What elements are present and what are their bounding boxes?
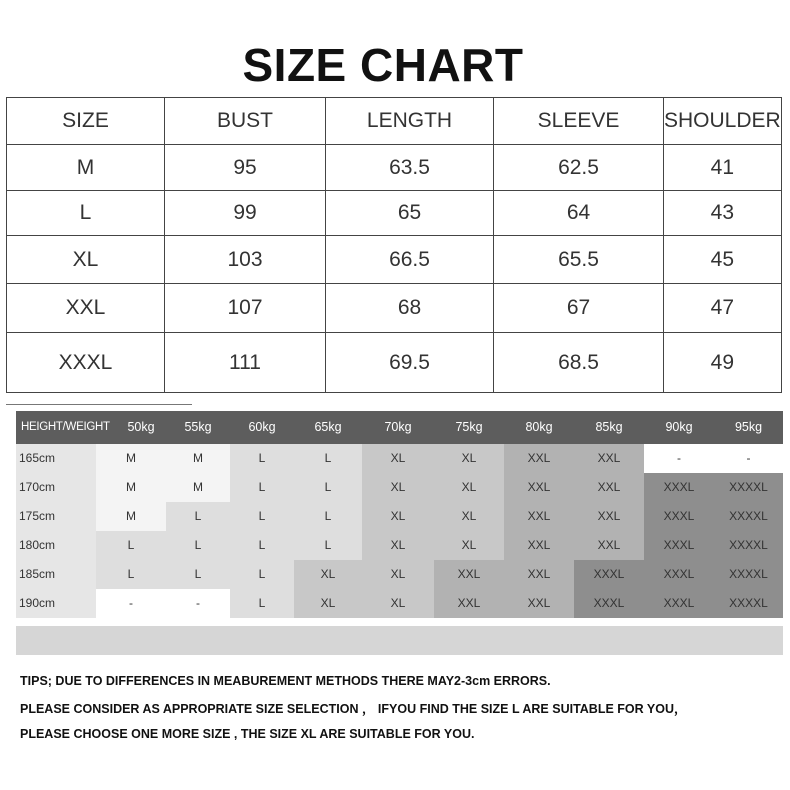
- cell-sleeve: 68.5: [494, 333, 664, 393]
- cell-bust: 99: [165, 191, 326, 236]
- table-row: [7, 191, 782, 236]
- size-cell: L: [166, 560, 230, 589]
- cell-sleeve: 62.5: [494, 145, 664, 191]
- size-cell: -: [96, 589, 166, 618]
- size-cell: L: [230, 560, 294, 589]
- height-label: 175cm: [16, 502, 96, 531]
- size-cell: XL: [434, 531, 504, 560]
- size-cell: XXXL: [644, 473, 714, 502]
- size-cell: XXL: [574, 531, 644, 560]
- grid-footer-band: [16, 626, 783, 655]
- table-row: [16, 502, 783, 531]
- cell-sleeve: 64: [494, 191, 664, 236]
- size-cell: L: [294, 473, 362, 502]
- size-cell: L: [166, 502, 230, 531]
- weight-header-55kg: 55kg: [184, 420, 212, 434]
- weight-header-65kg: 65kg: [314, 420, 342, 434]
- size-cell: XXXXL: [714, 531, 783, 560]
- height-label: 185cm: [16, 560, 96, 589]
- table-row: [16, 444, 783, 473]
- size-cell: XL: [362, 444, 434, 473]
- cell-shoulder: 49: [664, 333, 782, 393]
- height-label: 190cm: [16, 589, 96, 618]
- size-cell: XXXXL: [714, 502, 783, 531]
- weight-header-80kg: 80kg: [525, 420, 553, 434]
- size-cell: L: [230, 502, 294, 531]
- height-label: 170cm: [16, 473, 96, 502]
- table-row: [16, 560, 783, 589]
- weight-header-70kg: 70kg: [384, 420, 412, 434]
- size-cell: XL: [362, 560, 434, 589]
- weight-header-90kg: 90kg: [665, 420, 693, 434]
- table-row: [7, 145, 782, 191]
- size-cell: M: [166, 473, 230, 502]
- size-cell: XXL: [434, 560, 504, 589]
- size-cell: M: [166, 444, 230, 473]
- size-cell: XXL: [574, 502, 644, 531]
- tip-line-1: TIPS; DUE TO DIFFERENCES IN MEABUREMENT METHODS THERE MAY2-3cm ERRORS.: [20, 674, 551, 688]
- size-cell: L: [294, 531, 362, 560]
- size-cell: L: [230, 444, 294, 473]
- size-cell: XXL: [434, 589, 504, 618]
- size-cell: XXXL: [644, 502, 714, 531]
- size-cell: XXXL: [644, 531, 714, 560]
- size-cell: XL: [362, 473, 434, 502]
- tip-line-2: PLEASE CONSIDER AS APPROPRIATE SIZE SELECTION ， IFYOU FIND THE SIZE L ARE SUITABLE FOR YOU，: [20, 702, 687, 716]
- size-cell: L: [294, 502, 362, 531]
- size-cell: XL: [362, 502, 434, 531]
- cell-bust: 111: [165, 333, 326, 393]
- size-cell: L: [230, 589, 294, 618]
- cell-bust: 107: [165, 284, 326, 333]
- cell-size: L: [7, 191, 165, 236]
- table-row: [16, 531, 783, 560]
- cell-bust: 103: [165, 236, 326, 284]
- size-cell: L: [166, 531, 230, 560]
- cell-length: 69.5: [326, 333, 494, 393]
- table-row: [7, 333, 782, 393]
- size-cell: M: [96, 473, 166, 502]
- page-title: SIZE CHART: [242, 39, 524, 91]
- size-cell: XXL: [504, 560, 574, 589]
- header-length: LENGTH: [326, 98, 494, 145]
- cell-shoulder: 45: [664, 236, 782, 284]
- size-cell: L: [230, 531, 294, 560]
- size-cell: XL: [294, 560, 362, 589]
- table-row: [16, 589, 783, 618]
- size-cell: XXL: [504, 444, 574, 473]
- size-cell: M: [96, 444, 166, 473]
- weight-header-60kg: 60kg: [248, 420, 276, 434]
- cell-shoulder: 47: [664, 284, 782, 333]
- size-cell: L: [294, 444, 362, 473]
- size-cell: XXXL: [644, 560, 714, 589]
- cell-length: 66.5: [326, 236, 494, 284]
- size-cell: -: [166, 589, 230, 618]
- height-label: 180cm: [16, 531, 96, 560]
- size-cell: L: [96, 560, 166, 589]
- cell-size: XXL: [7, 284, 165, 333]
- cell-length: 63.5: [326, 145, 494, 191]
- size-cell: XXL: [504, 473, 574, 502]
- header-bust: BUST: [165, 98, 326, 145]
- cell-bust: 95: [165, 145, 326, 191]
- height-weight-header-row: [16, 411, 783, 444]
- cell-shoulder: 43: [664, 191, 782, 236]
- weight-header-75kg: 75kg: [455, 420, 483, 434]
- header-shoulder: SHOULDER: [664, 98, 782, 145]
- size-cell: L: [96, 531, 166, 560]
- size-cell: -: [644, 444, 714, 473]
- size-cell: XXL: [504, 589, 574, 618]
- cell-length: 68: [326, 284, 494, 333]
- size-cell: XL: [434, 473, 504, 502]
- divider: [6, 404, 192, 405]
- cell-size: XL: [7, 236, 165, 284]
- size-cell: XXXXL: [714, 589, 783, 618]
- table-row: [16, 473, 783, 502]
- size-cell: -: [714, 444, 783, 473]
- cell-size: XXXL: [7, 333, 165, 393]
- size-table-header-row: [7, 98, 782, 145]
- size-cell: XL: [362, 531, 434, 560]
- weight-header-85kg: 85kg: [595, 420, 623, 434]
- cell-length: 65: [326, 191, 494, 236]
- size-measurement-table: [6, 97, 782, 393]
- size-cell: XXXXL: [714, 560, 783, 589]
- size-cell: XL: [434, 444, 504, 473]
- size-cell: XXXL: [644, 589, 714, 618]
- table-row: [7, 284, 782, 333]
- weight-header-50kg: 50kg: [127, 420, 155, 434]
- size-cell: XXL: [504, 502, 574, 531]
- cell-size: M: [7, 145, 165, 191]
- height-weight-corner-label: HEIGHT/WEIGHT: [21, 421, 110, 433]
- size-cell: XXXL: [574, 589, 644, 618]
- cell-sleeve: 65.5: [494, 236, 664, 284]
- cell-sleeve: 67: [494, 284, 664, 333]
- size-cell: XXL: [574, 473, 644, 502]
- height-weight-size-grid: [16, 411, 783, 655]
- cell-shoulder: 41: [664, 145, 782, 191]
- size-cell: L: [230, 473, 294, 502]
- size-cell: XXL: [504, 531, 574, 560]
- weight-header-95kg: 95kg: [734, 420, 763, 434]
- size-cell: XL: [294, 589, 362, 618]
- size-cell: XL: [362, 589, 434, 618]
- header-size: SIZE: [7, 98, 165, 145]
- height-label: 165cm: [16, 444, 96, 473]
- size-cell: XXL: [574, 444, 644, 473]
- size-cell: M: [96, 502, 166, 531]
- size-cell: XL: [434, 502, 504, 531]
- table-row: [7, 236, 782, 284]
- size-cell: XXXXL: [714, 473, 783, 502]
- header-sleeve: SLEEVE: [494, 98, 664, 145]
- tip-line-3: PLEASE CHOOSE ONE MORE SIZE , THE SIZE XL ARE SUITABLE FOR YOU.: [20, 727, 475, 741]
- size-cell: XXXL: [574, 560, 644, 589]
